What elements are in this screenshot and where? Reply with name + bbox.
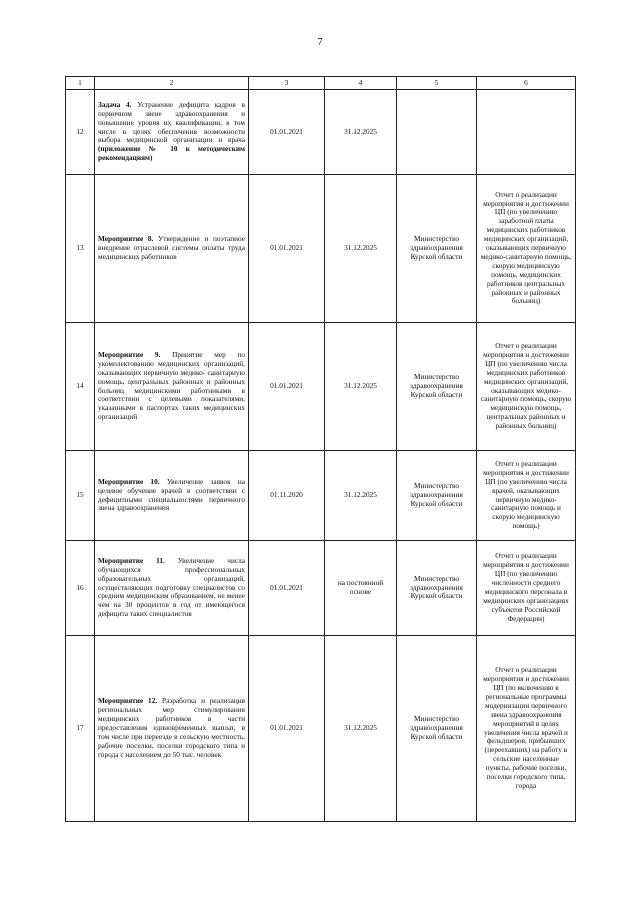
table-row	[66, 636, 576, 822]
row-description	[95, 323, 249, 451]
executor: Министерство здравоохранения Курской области	[397, 541, 477, 636]
row-desc: Устранение дефицита кадров в первичном звене здравоохранения и повышение уровня их квалификации, в том числе в целях обеспечения возможности выбора медицинской организации и врача	[98, 99, 246, 145]
row-description	[95, 636, 249, 822]
row-title: Мероприятие 9.	[98, 349, 161, 359]
result	[477, 90, 576, 175]
row-description	[95, 175, 249, 323]
row-description	[95, 451, 249, 541]
row-number: 13	[66, 175, 95, 323]
row-desc: Принятие мер по укомплектованию медицинских организаций, оказывающих первичную медико- санитарную помощь, центральных районных и районных больниц медицинскими работниками в соответствии с целевыми показателями, указанными в паспортах таких медицинских организаций	[98, 349, 245, 422]
header-cell: 5	[397, 77, 477, 90]
row-desc: Увеличение числа обучающихся профессиональных образовательных организаций, осуществляющих подготовку специалистов со средним медицинским образованием, не менее чем на 30 процентов в год от имеющегося дефицита таких специалистов	[98, 555, 245, 619]
end-date: 31.12.2025	[325, 451, 397, 541]
start-date: 01.01.2021	[249, 175, 325, 323]
header-cell: 1	[66, 77, 95, 90]
start-date: 01.01.2021	[249, 541, 325, 636]
executor: Министерство здравоохранения Курской области	[397, 175, 477, 323]
start-date: 01.01.2021	[249, 323, 325, 451]
executor	[397, 90, 477, 175]
start-date: 01.11.2020	[249, 451, 325, 541]
row-number: 17	[66, 636, 95, 822]
table-header-row	[66, 77, 576, 90]
row-number: 16	[66, 541, 95, 636]
executor: Министерство здравоохранения Курской области	[397, 451, 477, 541]
events-table	[65, 76, 576, 822]
table-row	[66, 90, 576, 175]
row-title: Мероприятие 8.	[98, 234, 154, 244]
end-date: 31.12.2025	[325, 636, 397, 822]
row-desc: Увеличение заявок на целевое обучение врачей в соответствии с дефицитными специальностями первичного звена здравоохранения	[98, 476, 246, 513]
executor: Министерство здравоохранения Курской области	[397, 323, 477, 451]
row-number: 15	[66, 451, 95, 541]
header-cell: 6	[477, 77, 576, 90]
table-row	[66, 323, 576, 451]
table-row	[66, 175, 576, 323]
result: Отчет о реализации мероприятия и достижении ЦП (по увеличению заработной платы медицинских работников медицинских организаций, оказывающих первичную медико-санитарную помощь, скорую медицинскую помощь, медицинских работников центральных районных и районных больниц)	[477, 175, 576, 323]
start-date: 01.01.2021	[249, 90, 325, 175]
start-date: 01.01.2021	[249, 636, 325, 822]
table-row	[66, 451, 576, 541]
page-number: 7	[317, 36, 323, 48]
row-desc: Утверждение и поэтапное внедрение отраслевой системы оплаты труда медицинских работников	[98, 234, 245, 261]
row-desc: Разработка и реализация региональных мер стимулирования медицинских работников в части предоставления единовременных выплат, в том числе при переезде в сельскую местность, рабочие поселки, поселки городского типа и города с населением до 50 тыс. человек	[98, 696, 245, 759]
end-date: 31.12.2025	[325, 323, 397, 451]
row-desc-bold: (приложение № 10 к методическим рекомендациям)	[98, 144, 245, 163]
row-description	[95, 90, 249, 175]
row-title: Мероприятие 11.	[98, 555, 165, 565]
executor: Министерство здравоохранения Курской области	[397, 636, 477, 822]
end-date: 31.12.2025	[325, 90, 397, 175]
table-row	[66, 541, 576, 636]
header-cell: 2	[95, 77, 249, 90]
result: Отчет о реализации мероприятия и достижении ЦП (по увеличению численности среднего медицинского персонала в медицинских организациях субъектов Российской Федерации)	[477, 541, 576, 636]
row-number: 12	[66, 90, 95, 175]
row-number: 14	[66, 323, 95, 451]
row-title: Мероприятие 12.	[98, 696, 158, 706]
result: Отчет о реализации мероприятия и достижении ЦП (по увеличению числа врачей, оказывающих первичную медико-санитарную помощь и скорую медицинскую помощь)	[477, 451, 576, 541]
row-title: Мероприятие 10.	[98, 476, 160, 486]
end-date: 31.12.2025	[325, 175, 397, 323]
header-cell: 4	[325, 77, 397, 90]
result: Отчет о реализации мероприятия и достижении ЦП (по увеличению числа медицинских работников медицинских организаций, оказывающих медико-санитарную помощь, скорую медицинскую помощь, центральных районных и районных больниц)	[477, 323, 576, 451]
result: Отчет о реализации мероприятия и достижении ЦП (по включению в региональные программы модернизации первичного звена здравоохранения мероприятий в целях увеличения числа врачей и фельдшеров, прибывших (переехавших) на работу в сельские населенные пункты, рабочие поселки, поселки городского типа, города	[477, 636, 576, 822]
row-description	[95, 541, 249, 636]
header-cell: 3	[249, 77, 325, 90]
row-title: Задача 4.	[98, 99, 132, 109]
end-date: на постоянной основе	[325, 541, 397, 636]
